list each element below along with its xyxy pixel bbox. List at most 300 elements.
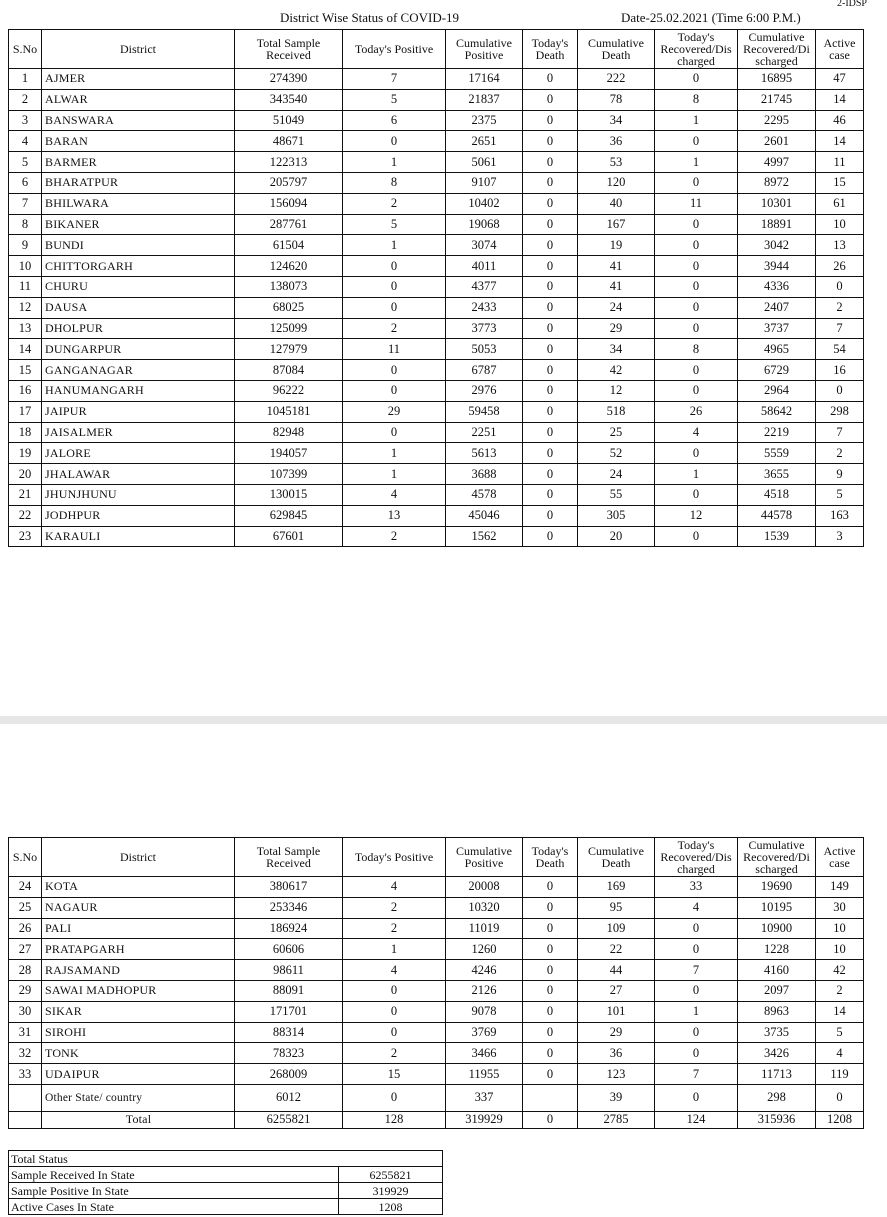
- cell-todays-death: 0: [523, 1111, 578, 1128]
- table-row: [9, 318, 864, 339]
- cell-todays-death: 0: [523, 960, 578, 981]
- cell-sno: 30: [9, 1001, 42, 1022]
- cell-sno: 1: [9, 69, 42, 90]
- table-row: [9, 339, 864, 360]
- cell-cumulative-recovered: 4518: [738, 484, 816, 505]
- cell-cumulative-positive: 5613: [446, 443, 523, 464]
- district-table-part-1: [8, 29, 864, 547]
- cell-active-case: 0: [816, 276, 864, 297]
- cell-cumulative-recovered: 3426: [738, 1043, 816, 1064]
- cell-sno: 10: [9, 256, 42, 277]
- cell-total-sample: 253346: [235, 897, 343, 918]
- cell-sno: 8: [9, 214, 42, 235]
- cell-cumulative-death: 222: [578, 69, 655, 90]
- table-row: [9, 214, 864, 235]
- cell-todays-death: 0: [523, 401, 578, 422]
- cell-cumulative-death: 305: [578, 505, 655, 526]
- cell-cumulative-recovered: 2097: [738, 980, 816, 1001]
- cell-active-case: 54: [816, 339, 864, 360]
- cell-district: KOTA: [42, 877, 235, 898]
- cell-todays-death: 0: [523, 877, 578, 898]
- cell-sno: 6: [9, 172, 42, 193]
- table-row: [9, 1064, 864, 1085]
- table-row: [9, 918, 864, 939]
- table-row: [9, 360, 864, 381]
- cell-total-sample: 107399: [235, 464, 343, 485]
- table-row: [9, 939, 864, 960]
- cell-todays-positive: 0: [343, 1084, 446, 1111]
- cell-sno: 26: [9, 918, 42, 939]
- cell-cumulative-death: 41: [578, 256, 655, 277]
- cell-district: DAUSA: [42, 297, 235, 318]
- cell-todays-positive: 13: [343, 505, 446, 526]
- cell-total-sample: 156094: [235, 193, 343, 214]
- cell-cumulative-death: 42: [578, 360, 655, 381]
- cell-active-case: 47: [816, 69, 864, 90]
- table-row: [9, 1043, 864, 1064]
- cell-sno: 27: [9, 939, 42, 960]
- cell-todays-death: 0: [523, 939, 578, 960]
- table-row: [9, 131, 864, 152]
- cell-active-case: 9: [816, 464, 864, 485]
- cell-sno: [9, 1084, 42, 1111]
- cell-cumulative-recovered: 4997: [738, 152, 816, 173]
- cell-cumulative-death: 36: [578, 1043, 655, 1064]
- cell-cumulative-recovered: 10195: [738, 897, 816, 918]
- cell-todays-positive: 0: [343, 1022, 446, 1043]
- document-tag: 2-IDSP: [836, 0, 867, 9]
- cell-todays-death: 0: [523, 256, 578, 277]
- cell-todays-positive: 0: [343, 131, 446, 152]
- header-todays-death: Today's Death: [523, 838, 578, 877]
- cell-todays-death: 0: [523, 69, 578, 90]
- cell-sno: 11: [9, 276, 42, 297]
- cell-active-case: 0: [816, 380, 864, 401]
- table-row: [9, 443, 864, 464]
- cell-todays-recovered: 8: [655, 339, 738, 360]
- cell-sno: 16: [9, 380, 42, 401]
- cell-cumulative-death: 24: [578, 464, 655, 485]
- cell-todays-positive: 4: [343, 960, 446, 981]
- cell-todays-positive: 0: [343, 297, 446, 318]
- cell-todays-recovered: 0: [655, 1022, 738, 1043]
- cell-total-sample: 67601: [235, 526, 343, 547]
- cell-todays-positive: 2: [343, 193, 446, 214]
- cell-cumulative-recovered: 2407: [738, 297, 816, 318]
- cell-todays-recovered: 33: [655, 877, 738, 898]
- cell-cumulative-positive: 10320: [446, 897, 523, 918]
- cell-todays-positive: 7: [343, 69, 446, 90]
- total-status-table: [8, 1150, 443, 1215]
- cell-district: SAWAI MADHOPUR: [42, 980, 235, 1001]
- cell-sno: 7: [9, 193, 42, 214]
- cell-active-case: 1208: [816, 1111, 864, 1128]
- status-value: 1208: [339, 1199, 443, 1215]
- cell-district: BARMER: [42, 152, 235, 173]
- cell-cumulative-positive: 4578: [446, 484, 523, 505]
- cell-todays-recovered: 1: [655, 1001, 738, 1022]
- cell-district: UDAIPUR: [42, 1064, 235, 1085]
- cell-todays-death: 0: [523, 276, 578, 297]
- cell-cumulative-recovered: 2601: [738, 131, 816, 152]
- cell-cumulative-recovered: 8972: [738, 172, 816, 193]
- cell-active-case: 2: [816, 297, 864, 318]
- cell-todays-recovered: 0: [655, 939, 738, 960]
- status-label: Sample Positive In State: [9, 1183, 339, 1199]
- cell-cumulative-death: 20: [578, 526, 655, 547]
- header-cumulative-positive: Cumulative Positive: [446, 30, 523, 69]
- header-cumulative-recovered: Cumulative Recovered/Di scharged: [738, 30, 816, 69]
- cell-todays-death: 0: [523, 1043, 578, 1064]
- cell-sno: 14: [9, 339, 42, 360]
- other-state-row: [9, 1084, 864, 1111]
- cell-cumulative-recovered: 2295: [738, 110, 816, 131]
- cell-total-sample: 138073: [235, 276, 343, 297]
- cell-sno: 28: [9, 960, 42, 981]
- table-row: [9, 256, 864, 277]
- report-page-2: [0, 724, 887, 1217]
- table-row: [9, 484, 864, 505]
- cell-todays-death: 0: [523, 172, 578, 193]
- cell-active-case: 4: [816, 1043, 864, 1064]
- cell-total-sample: 125099: [235, 318, 343, 339]
- cell-cumulative-recovered: 4336: [738, 276, 816, 297]
- cell-district: SIROHI: [42, 1022, 235, 1043]
- cell-cumulative-death: 52: [578, 443, 655, 464]
- cell-cumulative-recovered: 18891: [738, 214, 816, 235]
- cell-sno: [9, 1111, 42, 1128]
- district-table-part-2: [8, 837, 864, 1129]
- cell-cumulative-recovered: 315936: [738, 1111, 816, 1128]
- cell-district: JHALAWAR: [42, 464, 235, 485]
- cell-todays-recovered: 0: [655, 297, 738, 318]
- cell-cumulative-death: 78: [578, 89, 655, 110]
- header-district: District: [42, 838, 235, 877]
- cell-district: PRATAPGARH: [42, 939, 235, 960]
- cell-todays-positive: 0: [343, 422, 446, 443]
- cell-total-sample: 48671: [235, 131, 343, 152]
- header-active-case: Active case: [816, 838, 864, 877]
- header-active-case: Active case: [816, 30, 864, 69]
- cell-cumulative-positive: 3074: [446, 235, 523, 256]
- cell-todays-positive: 5: [343, 89, 446, 110]
- cell-active-case: 0: [816, 1084, 864, 1111]
- cell-todays-recovered: 0: [655, 360, 738, 381]
- cell-todays-positive: 2: [343, 318, 446, 339]
- cell-todays-recovered: 0: [655, 276, 738, 297]
- cell-sno: 17: [9, 401, 42, 422]
- cell-active-case: 14: [816, 131, 864, 152]
- cell-active-case: 14: [816, 1001, 864, 1022]
- cell-total-sample: 205797: [235, 172, 343, 193]
- cell-cumulative-death: 518: [578, 401, 655, 422]
- cell-todays-recovered: 0: [655, 526, 738, 547]
- table-row: [9, 464, 864, 485]
- cell-sno: 33: [9, 1064, 42, 1085]
- cell-cumulative-death: 29: [578, 318, 655, 339]
- cell-active-case: 3: [816, 526, 864, 547]
- cell-total-sample: 87084: [235, 360, 343, 381]
- cell-cumulative-positive: 21837: [446, 89, 523, 110]
- cell-sno: 24: [9, 877, 42, 898]
- cell-todays-death: 0: [523, 1064, 578, 1085]
- cell-total-sample: 1045181: [235, 401, 343, 422]
- cell-todays-recovered: 0: [655, 918, 738, 939]
- cell-district: ALWAR: [42, 89, 235, 110]
- cell-total-sample: 343540: [235, 89, 343, 110]
- cell-active-case: 11: [816, 152, 864, 173]
- cell-todays-recovered: 0: [655, 443, 738, 464]
- cell-cumulative-positive: 4377: [446, 276, 523, 297]
- cell-total-sample: 61504: [235, 235, 343, 256]
- cell-cumulative-positive: 2651: [446, 131, 523, 152]
- cell-todays-recovered: 8: [655, 89, 738, 110]
- cell-todays-recovered: 1: [655, 464, 738, 485]
- status-row: [9, 1183, 443, 1199]
- cell-todays-positive: 4: [343, 484, 446, 505]
- cell-todays-death: 0: [523, 235, 578, 256]
- header-cumulative-death: Cumulative Death: [578, 30, 655, 69]
- cell-cumulative-positive: 4246: [446, 960, 523, 981]
- cell-district: JALORE: [42, 443, 235, 464]
- cell-district: BANSWARA: [42, 110, 235, 131]
- cell-cumulative-recovered: 11713: [738, 1064, 816, 1085]
- cell-active-case: 13: [816, 235, 864, 256]
- cell-todays-death: 0: [523, 318, 578, 339]
- cell-cumulative-recovered: 5559: [738, 443, 816, 464]
- cell-todays-death: 0: [523, 214, 578, 235]
- header-total-sample: Total Sample Received: [235, 30, 343, 69]
- status-title-row: [9, 1151, 443, 1167]
- cell-cumulative-death: 29: [578, 1022, 655, 1043]
- cell-todays-positive: 8: [343, 172, 446, 193]
- cell-active-case: 61: [816, 193, 864, 214]
- cell-todays-positive: 128: [343, 1111, 446, 1128]
- cell-active-case: 10: [816, 918, 864, 939]
- cell-todays-recovered: 0: [655, 380, 738, 401]
- cell-cumulative-death: 41: [578, 276, 655, 297]
- cell-cumulative-positive: 2375: [446, 110, 523, 131]
- cell-district: DHOLPUR: [42, 318, 235, 339]
- cell-todays-recovered: 124: [655, 1111, 738, 1128]
- cell-cumulative-death: 12: [578, 380, 655, 401]
- cell-cumulative-death: 27: [578, 980, 655, 1001]
- cell-active-case: 46: [816, 110, 864, 131]
- cell-todays-positive: 0: [343, 1001, 446, 1022]
- cell-sno: 12: [9, 297, 42, 318]
- cell-total-sample: 68025: [235, 297, 343, 318]
- cell-todays-recovered: 0: [655, 214, 738, 235]
- cell-todays-recovered: 1: [655, 152, 738, 173]
- cell-sno: 4: [9, 131, 42, 152]
- cell-todays-positive: 0: [343, 360, 446, 381]
- cell-active-case: 119: [816, 1064, 864, 1085]
- cell-todays-death: 0: [523, 152, 578, 173]
- cell-cumulative-positive: 1260: [446, 939, 523, 960]
- cell-todays-positive: 29: [343, 401, 446, 422]
- cell-active-case: 2: [816, 980, 864, 1001]
- cell-district: CHURU: [42, 276, 235, 297]
- cell-district: DUNGARPUR: [42, 339, 235, 360]
- cell-todays-death: 0: [523, 422, 578, 443]
- cell-todays-recovered: 0: [655, 131, 738, 152]
- cell-active-case: 5: [816, 484, 864, 505]
- cell-total-sample: 122313: [235, 152, 343, 173]
- table-row: [9, 69, 864, 90]
- header-todays-death: Today's Death: [523, 30, 578, 69]
- cell-cumulative-recovered: 10900: [738, 918, 816, 939]
- cell-cumulative-recovered: 3042: [738, 235, 816, 256]
- header-total-sample: Total Sample Received: [235, 838, 343, 877]
- cell-sno: 32: [9, 1043, 42, 1064]
- cell-todays-positive: 2: [343, 526, 446, 547]
- cell-cumulative-positive: 5053: [446, 339, 523, 360]
- table-row: [9, 960, 864, 981]
- cell-sno: 29: [9, 980, 42, 1001]
- cell-todays-positive: 1: [343, 235, 446, 256]
- cell-sno: 18: [9, 422, 42, 443]
- cell-todays-recovered: 7: [655, 1064, 738, 1085]
- status-row: [9, 1167, 443, 1183]
- cell-todays-death: 0: [523, 1001, 578, 1022]
- cell-todays-positive: 11: [343, 339, 446, 360]
- cell-cumulative-death: 55: [578, 484, 655, 505]
- cell-todays-recovered: 12: [655, 505, 738, 526]
- table-row: [9, 110, 864, 131]
- cell-todays-positive: 6: [343, 110, 446, 131]
- cell-total-sample: 274390: [235, 69, 343, 90]
- cell-sno: 21: [9, 484, 42, 505]
- header-cumulative-recovered: Cumulative Recovered/Di scharged: [738, 838, 816, 877]
- cell-district: AJMER: [42, 69, 235, 90]
- cell-cumulative-death: 44: [578, 960, 655, 981]
- cell-cumulative-death: 53: [578, 152, 655, 173]
- cell-cumulative-recovered: 10301: [738, 193, 816, 214]
- header-cumulative-death: Cumulative Death: [578, 838, 655, 877]
- cell-active-case: 5: [816, 1022, 864, 1043]
- cell-todays-death: 0: [523, 443, 578, 464]
- table-row: [9, 401, 864, 422]
- cell-todays-recovered: 26: [655, 401, 738, 422]
- cell-todays-death: 0: [523, 131, 578, 152]
- cell-district: BARAN: [42, 131, 235, 152]
- cell-cumulative-recovered: 16895: [738, 69, 816, 90]
- cell-active-case: 7: [816, 318, 864, 339]
- cell-total-sample: 96222: [235, 380, 343, 401]
- cell-cumulative-recovered: 44578: [738, 505, 816, 526]
- cell-sno: 3: [9, 110, 42, 131]
- cell-cumulative-positive: 10402: [446, 193, 523, 214]
- cell-todays-death: 0: [523, 360, 578, 381]
- cell-cumulative-positive: 20008: [446, 877, 523, 898]
- cell-sno: 20: [9, 464, 42, 485]
- table-row: [9, 193, 864, 214]
- header-todays-recovered: Today's Recovered/Dis charged: [655, 838, 738, 877]
- cell-todays-death: 0: [523, 505, 578, 526]
- cell-total-sample: 78323: [235, 1043, 343, 1064]
- table-row: [9, 89, 864, 110]
- cell-cumulative-positive: 11955: [446, 1064, 523, 1085]
- cell-todays-death: 0: [523, 1022, 578, 1043]
- cell-cumulative-positive: 3688: [446, 464, 523, 485]
- cell-sno: 15: [9, 360, 42, 381]
- cell-total-sample: 88091: [235, 980, 343, 1001]
- cell-sno: 23: [9, 526, 42, 547]
- table-row: [9, 980, 864, 1001]
- cell-todays-positive: 0: [343, 980, 446, 1001]
- cell-cumulative-positive: 2976: [446, 380, 523, 401]
- table-row: [9, 276, 864, 297]
- cell-cumulative-death: 34: [578, 110, 655, 131]
- cell-todays-positive: 2: [343, 918, 446, 939]
- cell-sno: 2: [9, 89, 42, 110]
- status-label: Active Cases In State: [9, 1199, 339, 1215]
- header-cumulative-positive: Cumulative Positive: [446, 838, 523, 877]
- cell-cumulative-death: 25: [578, 422, 655, 443]
- table-row: [9, 1022, 864, 1043]
- cell-cumulative-death: 24: [578, 297, 655, 318]
- cell-cumulative-recovered: 3944: [738, 256, 816, 277]
- cell-cumulative-death: 40: [578, 193, 655, 214]
- cell-cumulative-death: 2785: [578, 1111, 655, 1128]
- cell-sno: 25: [9, 897, 42, 918]
- cell-cumulative-recovered: 58642: [738, 401, 816, 422]
- status-label: Sample Received In State: [9, 1167, 339, 1183]
- cell-district: CHITTORGARH: [42, 256, 235, 277]
- cell-cumulative-death: 19: [578, 235, 655, 256]
- cell-district: SIKAR: [42, 1001, 235, 1022]
- cell-cumulative-positive: 3769: [446, 1022, 523, 1043]
- report-title: District Wise Status of COVID-19: [280, 10, 460, 25]
- table-row: [9, 877, 864, 898]
- table-row: [9, 505, 864, 526]
- status-value: 6255821: [339, 1167, 443, 1183]
- cell-district: KARAULI: [42, 526, 235, 547]
- cell-cumulative-death: 34: [578, 339, 655, 360]
- cell-todays-death: 0: [523, 526, 578, 547]
- table-row: [9, 297, 864, 318]
- cell-todays-death: 0: [523, 110, 578, 131]
- cell-todays-positive: 1: [343, 939, 446, 960]
- cell-sno: 31: [9, 1022, 42, 1043]
- cell-sno: 19: [9, 443, 42, 464]
- cell-active-case: 14: [816, 89, 864, 110]
- table-row: [9, 235, 864, 256]
- cell-cumulative-positive: 9078: [446, 1001, 523, 1022]
- cell-cumulative-recovered: 4160: [738, 960, 816, 981]
- cell-cumulative-recovered: 298: [738, 1084, 816, 1111]
- cell-total-sample: 82948: [235, 422, 343, 443]
- cell-cumulative-death: 109: [578, 918, 655, 939]
- cell-cumulative-positive: 3466: [446, 1043, 523, 1064]
- table-row: [9, 897, 864, 918]
- table-row: [9, 172, 864, 193]
- cell-total-sample: 98611: [235, 960, 343, 981]
- cell-cumulative-death: 101: [578, 1001, 655, 1022]
- table-row: [9, 526, 864, 547]
- cell-sno: 9: [9, 235, 42, 256]
- cell-todays-positive: 4: [343, 877, 446, 898]
- cell-sno: 13: [9, 318, 42, 339]
- cell-todays-recovered: 4: [655, 422, 738, 443]
- cell-cumulative-death: 120: [578, 172, 655, 193]
- cell-total-label: Total: [42, 1111, 235, 1128]
- cell-todays-death: 0: [523, 918, 578, 939]
- cell-todays-recovered: 0: [655, 1084, 738, 1111]
- cell-todays-death: 0: [523, 193, 578, 214]
- cell-cumulative-positive: 19068: [446, 214, 523, 235]
- cell-cumulative-recovered: 3735: [738, 1022, 816, 1043]
